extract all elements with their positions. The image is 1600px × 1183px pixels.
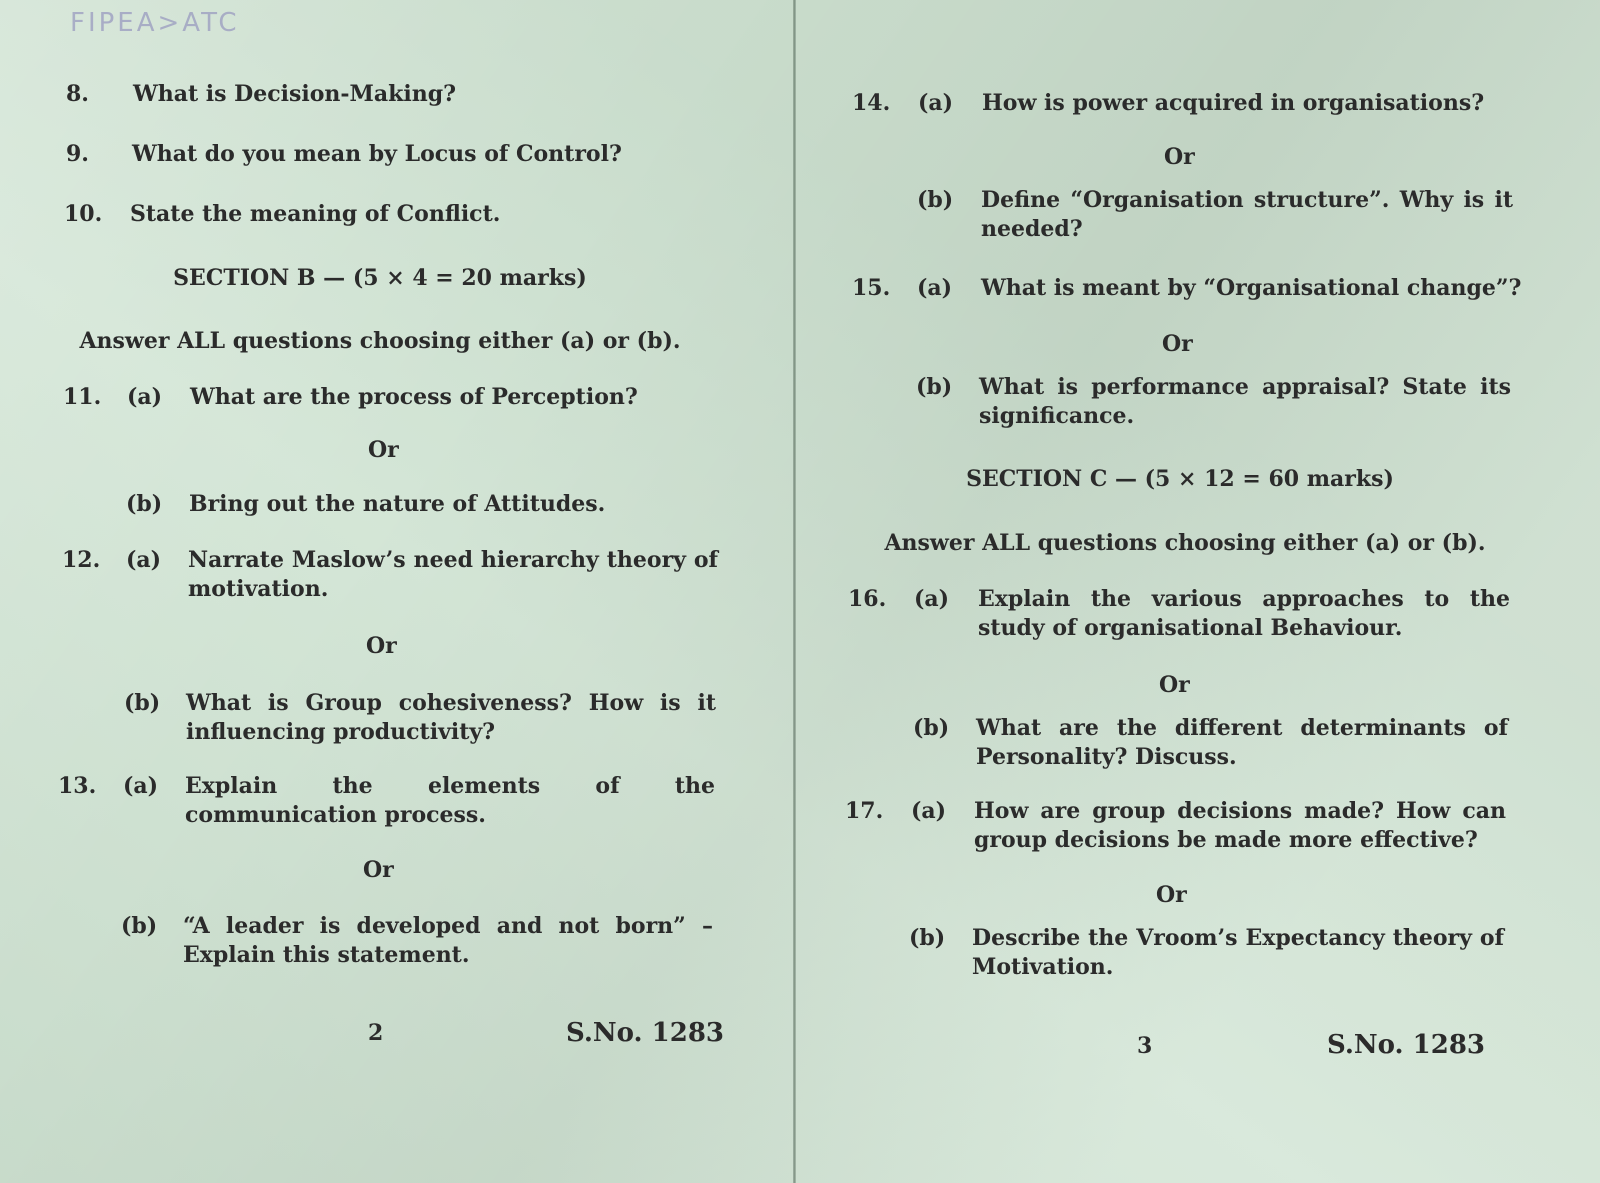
option-label-b: (b) <box>917 187 954 213</box>
right-page <box>800 0 1600 1183</box>
option-label-b: (b) <box>916 374 953 400</box>
option-label-b: (b) <box>124 690 161 716</box>
or-separator: Or <box>1162 331 1193 357</box>
question-number: 12. <box>62 547 101 573</box>
question-text: State the meaning of Conflict. <box>130 201 501 227</box>
option-label-a: (a) <box>917 275 953 301</box>
or-separator: Or <box>1156 882 1187 908</box>
serial-number: S.No. 1283 <box>1327 1030 1486 1060</box>
or-separator: Or <box>366 633 397 659</box>
question-text: “A leader is developed and not born” – Explain this statement. <box>183 913 713 968</box>
question-number: 14. <box>852 90 891 116</box>
or-separator: Or <box>368 437 399 463</box>
option-label-b: (b) <box>913 715 950 741</box>
question-text: How are group decisions made? How can group decisions be made more effective? <box>974 798 1506 853</box>
or-separator: Or <box>363 857 394 883</box>
question-text: What are the different determinants of Personality? Discuss. <box>976 715 1508 770</box>
section-b-instruction: Answer ALL questions choosing either (a) or (b). <box>79 328 681 354</box>
option-label-a: (a) <box>918 90 954 116</box>
page-fold <box>793 0 796 1183</box>
section-c-heading: SECTION C — (5 × 12 = 60 marks) <box>966 466 1394 492</box>
question-number: 16. <box>848 586 887 612</box>
question-text: Explain the elements of the communication process. <box>185 773 715 828</box>
question-text: What is Group cohesiveness? How is it influencing productivity? <box>186 690 716 745</box>
question-number: 10. <box>64 201 103 227</box>
option-label-a: (a) <box>123 773 159 799</box>
question-text: Bring out the nature of Attitudes. <box>189 491 606 517</box>
option-label-b: (b) <box>909 925 946 951</box>
section-c-instruction: Answer ALL questions choosing either (a) or (b). <box>884 530 1486 556</box>
question-text: How is power acquired in organisations? <box>982 90 1485 116</box>
option-label-b: (b) <box>126 491 163 517</box>
question-text: What is Decision-Making? <box>133 81 457 107</box>
question-number: 8. <box>66 81 89 107</box>
question-text: What are the process of Perception? <box>190 384 638 410</box>
question-text: Narrate Maslow’s need hierarchy theory of motivation. <box>188 547 718 602</box>
option-label-a: (a) <box>126 547 162 573</box>
option-label-b: (b) <box>121 913 158 939</box>
question-text: Define “Organisation structure”. Why is it needed? <box>981 187 1513 242</box>
question-number: 17. <box>845 798 884 824</box>
handwritten-note: FIPEA>ATC <box>70 8 240 38</box>
or-separator: Or <box>1164 144 1195 170</box>
or-separator: Or <box>1159 672 1190 698</box>
left-page <box>0 0 790 1183</box>
question-text: Describe the Vroom’s Expectancy theory of Motivation. <box>972 925 1504 980</box>
option-label-a: (a) <box>911 798 947 824</box>
page-number: 2 <box>368 1020 384 1046</box>
question-number: 9. <box>66 141 89 167</box>
section-b-heading: SECTION B — (5 × 4 = 20 marks) <box>173 265 587 291</box>
question-text: What do you mean by Locus of Control? <box>132 141 622 167</box>
option-label-a: (a) <box>127 384 163 410</box>
question-number: 13. <box>58 773 97 799</box>
page-number: 3 <box>1137 1033 1153 1059</box>
serial-number: S.No. 1283 <box>566 1018 725 1048</box>
question-text: What is meant by “Organisational change”? <box>981 275 1522 301</box>
question-number: 11. <box>63 384 102 410</box>
question-number: 15. <box>852 275 891 301</box>
option-label-a: (a) <box>914 586 950 612</box>
question-text: Explain the various approaches to the study of organisational Behaviour. <box>978 586 1510 641</box>
question-text: What is performance appraisal? State its significance. <box>979 374 1511 429</box>
